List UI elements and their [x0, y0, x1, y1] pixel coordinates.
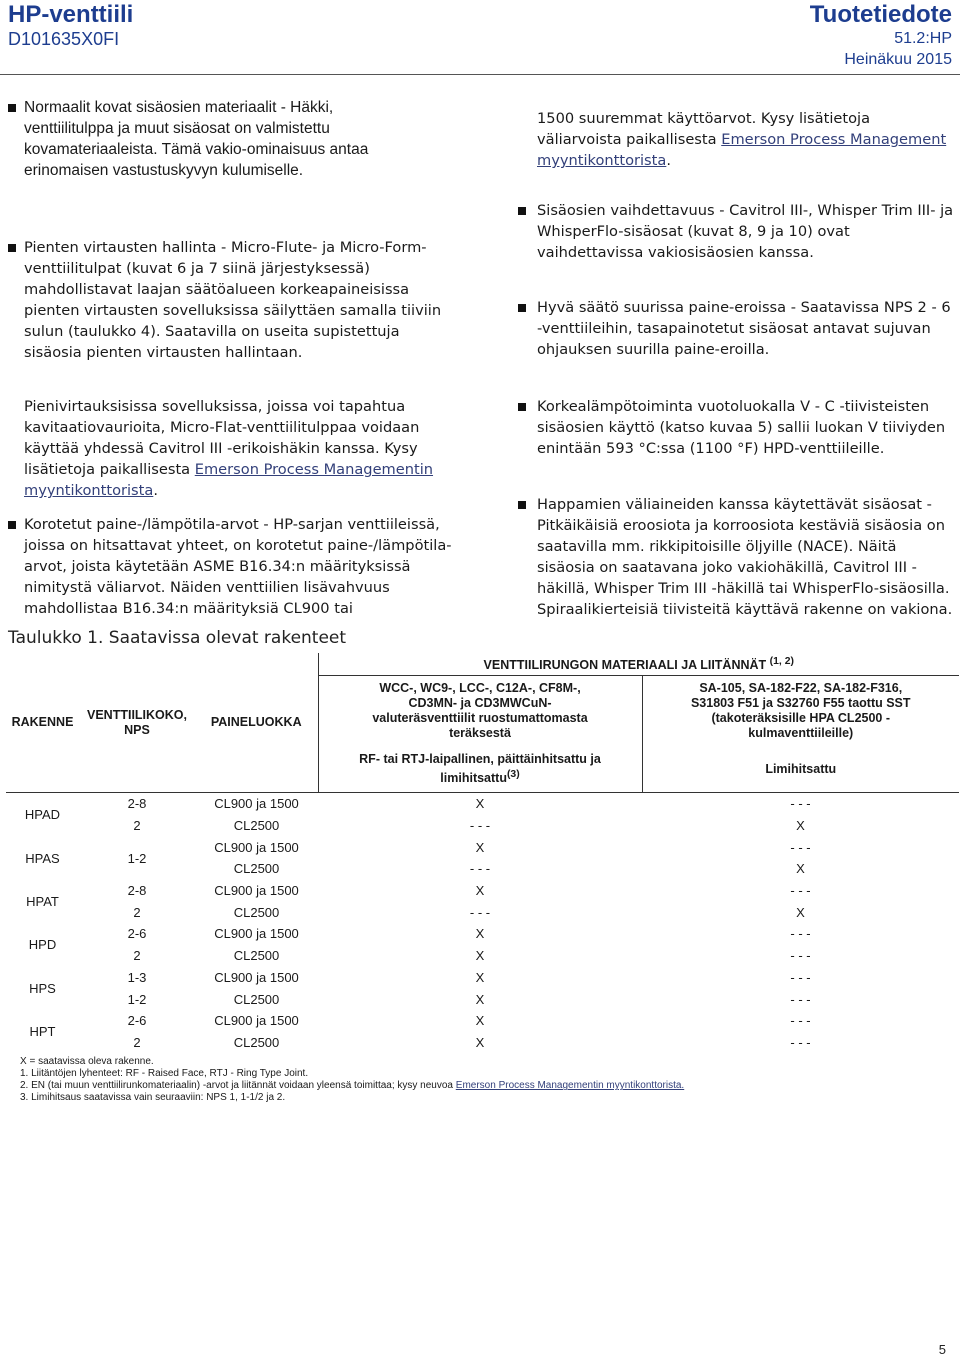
cell-koko: 2-8	[127, 796, 147, 812]
col-header-venttiilikoko: VENTTIILIKOKO, NPS	[79, 653, 195, 793]
col-header-group	[318, 653, 959, 676]
cell-conn1: X	[475, 948, 485, 964]
constructions-table	[6, 653, 959, 1108]
paragraph-hard-trim: Normaalit kovat sisäosien materiaalit - Häkki, venttiilitulppa ja muut sisäosat on valmistettu kovamateriaaleista. Tämä vakio-ominaisuus antaa erinomaisen vastustuskyvyn kulumiselle.	[24, 99, 369, 179]
table-row	[6, 880, 959, 902]
cell-koko: 2-6	[127, 926, 147, 942]
cell-conn1: - - -	[469, 904, 491, 920]
cell-koko: 2	[133, 904, 141, 920]
cell-paine: CL2500	[233, 948, 280, 964]
cell-koko: 2	[133, 1034, 141, 1050]
header-left	[8, 2, 133, 50]
conn-flanged-text: RF- tai RTJ-laipallinen, päittäinhitsattu ja limihitsattu	[359, 751, 601, 786]
col-header-conn-socket: Limihitsattu	[642, 746, 959, 793]
cell-conn1: X	[475, 1034, 485, 1050]
cell-paine: CL900 ja 1500	[214, 1013, 299, 1029]
table-row	[6, 945, 959, 967]
bullet-icon	[518, 403, 526, 411]
cell-conn1: X	[475, 796, 485, 812]
paragraph-high-dp: Hyvä säätö suurissa paine-eroissa - Saatavissa NPS 2 - 6 -venttiileihin, tasapainotetut sisäosat antavat sujuvan ohjauksen suurilla paine-eroilla.	[537, 299, 951, 358]
cell-conn1: X	[475, 1013, 485, 1029]
cell-conn2: X	[796, 818, 805, 834]
cell-rakenne: HPAS	[25, 850, 60, 866]
emerson-office-link[interactable]: Emerson Process Management myyntikonttorista	[537, 131, 947, 169]
cell-paine: CL900 ja 1500	[214, 883, 299, 899]
col-header-material-forged: SA-105, SA-182-F22, SA-182-F316, S31803 F51 ja S32760 F55 taottu SST (takoteräksisille HPA CL2500 -kulmaventtiileille)	[642, 676, 959, 747]
cell-conn1: X	[475, 969, 485, 985]
paragraph-low-flow: Pienten virtausten hallinta - Micro-Flute- ja Micro-Form-venttiilitulpat (kuvat 6 ja 7 siinä järjestyksessä) mahdollistavat laajan säätöalueen korkeapaineisissa pienten virtausten sovelluksissa säilyttäen samalla tiiviin sulun (taulukko 4). Saatavilla on useita supistettuja sisäosia pienten virtausten hallintaan.	[24, 239, 442, 361]
table-row	[6, 793, 959, 815]
bullet-icon	[8, 104, 16, 112]
cell-conn1: - - -	[469, 818, 491, 834]
cell-conn2: - - -	[790, 1013, 811, 1029]
cell-conn2: - - -	[790, 926, 811, 942]
table-row	[6, 1032, 959, 1054]
cell-conn2: X	[796, 861, 805, 877]
cell-conn2: - - -	[790, 796, 811, 812]
cell-paine: CL900 ja 1500	[214, 926, 299, 942]
cell-conn2: - - -	[790, 948, 811, 964]
cell-conn2: - - -	[790, 991, 811, 1007]
cell-koko: 2-6	[127, 1013, 147, 1029]
paragraph-ratings-end: .	[666, 152, 671, 169]
cell-koko: 1-2	[127, 991, 147, 1007]
group-header-sup: (1, 2)	[769, 656, 794, 668]
cell-rakenne: HPAD	[24, 807, 61, 823]
table-row	[6, 988, 959, 1010]
footnote-3: 3. Limihitsaus saatavissa vain seuraaviin: NPS 1, 1-1/2 ja 2.	[20, 1092, 286, 1104]
group-header-text: VENTTIILIRUNGON MATERIAALI JA LIITÄNNÄT	[483, 658, 767, 673]
cell-conn2: - - -	[790, 839, 811, 855]
paragraph-ratings-text: 1500 suuremmat käyttöarvot. Kysy lisätietoja väliarvoista paikallisesta	[537, 110, 871, 148]
cell-paine: CL2500	[233, 818, 280, 834]
footnote-1: 1. Liitäntöjen lyhenteet: RF - Raised Face, RTJ - Ring Type Joint.	[20, 1068, 309, 1080]
document-date: Heinäkuu 2015	[844, 51, 952, 68]
conn-flanged-sup: (3)	[506, 768, 520, 780]
cell-rakenne: HPD	[28, 937, 57, 953]
cell-paine: CL900 ja 1500	[214, 969, 299, 985]
cell-paine: CL900 ja 1500	[214, 839, 299, 855]
cell-paine: CL2500	[233, 1034, 280, 1050]
paragraph-ratings-cont	[537, 108, 957, 171]
table-row	[6, 923, 959, 945]
table-footnotes	[6, 1053, 959, 1108]
cell-koko: 2-8	[127, 883, 147, 899]
cell-conn1: X	[475, 991, 485, 1007]
cell-koko: 2	[133, 948, 141, 964]
col-header-conn-flanged	[318, 746, 642, 793]
footnote-emerson-link[interactable]: Emerson Process Managementin myyntikonttorista.	[455, 1080, 685, 1092]
table-row	[6, 836, 959, 858]
cell-rakenne: HPS	[29, 980, 56, 996]
bullet-icon	[8, 521, 16, 529]
col-header-material-cast: WCC-, WC9-, LCC-, C12A-, CF8M-, CD3MN- ja CD3MWCuN-valuteräsventtiilit ruostumattomasta teräksestä	[318, 676, 642, 747]
page-number: 5	[938, 1342, 946, 1357]
paragraph-elevated-ratings: Korotetut paine-/lämpötila-arvot - HP-sarjan venttiileissä, joissa on hitsattavat yhteet, on korotetut paine-/lämpötila-arvot, joista käytetään ASME B16.34:n määrityksissä nimitystä väliarvot. Näiden venttiilien lisävahvuus mahdollistaa B16.34:n määrityksiä CL900 tai	[24, 516, 452, 617]
paragraph-sour-service: Happamien väliaineiden kanssa käytettävät sisäosat - Pitkäikäisiä eroosiota ja korroosiota kestäviä sisäosia on saatavilla mm. rikkipitoisille öljyille (NACE). Näitä sisäosia on saatavana joko vakiohäkillä, Cavitrol III -häkillä, Whisper Trim III -häkillä tai WhisperFlo-sisäosilla. Spiraalikierteisiä tiivisteitä käyttävä rakenne on vakiona.	[537, 496, 953, 618]
document-section: 51.2:HP	[894, 30, 952, 47]
cell-conn1: X	[475, 883, 485, 899]
header-right	[810, 2, 952, 70]
table-row	[6, 815, 959, 837]
bullet-icon	[8, 244, 16, 252]
header-divider	[0, 74, 960, 75]
footnote-x: X = saatavissa oleva rakenne.	[20, 1056, 154, 1068]
document-code: D101635X0FI	[8, 29, 120, 49]
cell-koko: 2	[133, 818, 141, 834]
cell-conn2: - - -	[790, 969, 811, 985]
cell-koko: 1-2	[127, 850, 147, 866]
paragraph-cavitation-text: Pienivirtauksisissa sovelluksissa, joissa voi tapahtua kavitaatiovaurioita, Micro-Flat-venttiilitulppaa voidaan käyttää yhdessä Cavitrol III -erikoishäkin kanssa. Kysy lisätietoja paikallisesta	[24, 398, 420, 478]
cell-rakenne: HPAT	[26, 893, 59, 909]
bullet-icon	[518, 304, 526, 312]
cell-conn1: X	[475, 926, 485, 942]
table-row	[6, 967, 959, 989]
bullet-icon	[518, 501, 526, 509]
table-row	[6, 901, 959, 923]
cell-paine: CL900 ja 1500	[214, 796, 299, 812]
paragraph-cavitation	[24, 396, 454, 501]
col-header-paineluokka: PAINELUOKKA	[195, 653, 318, 793]
paragraph-interchangeability: Sisäosien vaihdettavuus - Cavitrol III-, Whisper Trim III- ja WhisperFlo-sisäosat (kuvat 8, 9 ja 10) ovat vaihdettavissa vakiosisäosien kanssa.	[537, 202, 954, 261]
cell-conn1: - - -	[469, 861, 491, 877]
cell-paine: CL2500	[233, 904, 280, 920]
table-title: Taulukko 1. Saatavissa olevat rakenteet	[8, 628, 347, 648]
footnote-2-text: 2. EN (tai muun venttiilirunkomateriaalin) -arvot ja liitännät voidaan yleensä toimittaa; kysy neuvoa	[20, 1080, 456, 1092]
emerson-sales-link[interactable]: Emerson Process Managementin myyntikonttorista	[24, 461, 434, 499]
cell-conn1: X	[475, 839, 485, 855]
document-type: Tuotetiedote	[809, 1, 952, 28]
cell-paine: CL2500	[233, 861, 280, 877]
footnote-2	[20, 1080, 959, 1092]
cell-koko: 1-3	[127, 969, 147, 985]
paragraph-high-temp: Korkealämpötoiminta vuotoluokalla V - C -tiivisteisten sisäosien käyttö (katso kuvaa 5) sallii luokan V tiiviyden enintään 593 °C:ssa (1100 °F) HPD-venttiileille.	[537, 398, 946, 457]
bullet-icon	[518, 207, 526, 215]
paragraph-cavitation-end: .	[153, 482, 158, 499]
document-title: HP-venttiili	[8, 1, 134, 28]
col-header-rakenne: RAKENNE	[6, 653, 79, 793]
cell-conn2: X	[796, 904, 805, 920]
cell-paine: CL2500	[233, 991, 280, 1007]
cell-rakenne: HPT	[29, 1024, 56, 1040]
cell-conn2: - - -	[790, 883, 811, 899]
table-row	[6, 1010, 959, 1032]
cell-conn2: - - -	[790, 1034, 811, 1050]
